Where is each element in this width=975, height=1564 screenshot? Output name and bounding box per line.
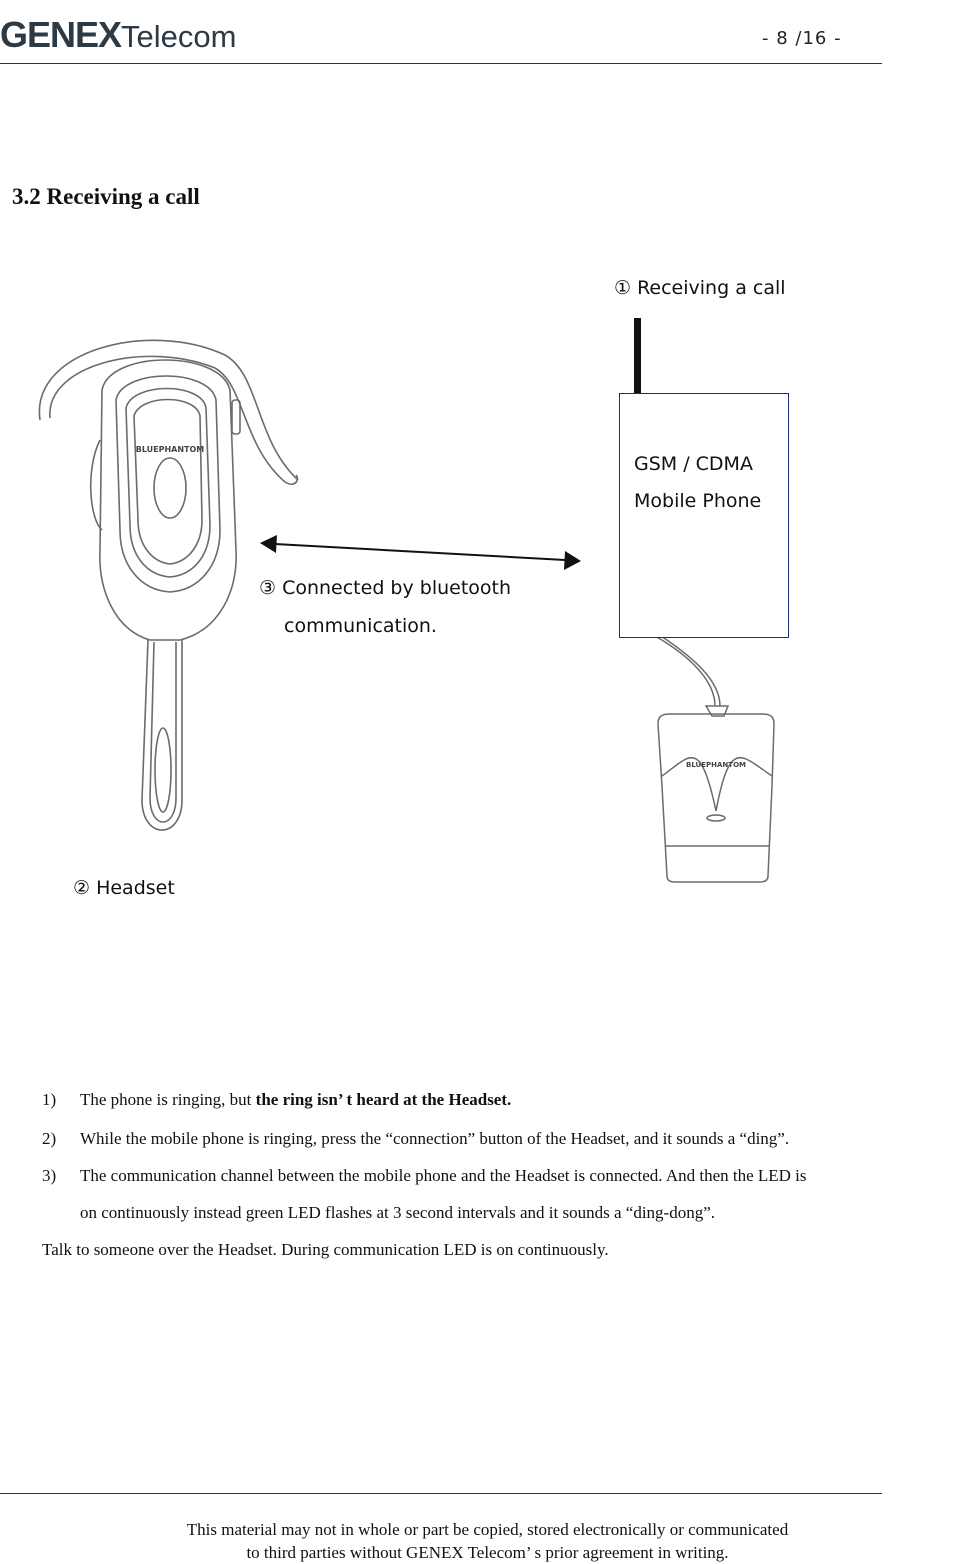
list-item bbox=[40, 1081, 975, 1118]
label-connected-line2: communication. bbox=[284, 615, 437, 637]
company-logo bbox=[0, 14, 236, 56]
list-item-number: 3) bbox=[42, 1166, 57, 1185]
step-1-text: The phone is ringing, but bbox=[80, 1090, 256, 1109]
charger-brand-text: BLUEPHANTOM bbox=[686, 761, 746, 769]
logo-sub: Telecom bbox=[121, 19, 237, 54]
section-title: 3.2 Receiving a call bbox=[12, 184, 200, 209]
page-number: - 8 /16 - bbox=[762, 28, 842, 49]
list-item bbox=[40, 1120, 975, 1157]
arrow-head-left-icon bbox=[260, 535, 277, 553]
step-2-text: While the mobile phone is ringing, press the “connection” button of the Headset, and it sounds a “ding”. bbox=[80, 1129, 790, 1148]
charger-illustration bbox=[650, 636, 780, 886]
list-item bbox=[40, 1157, 975, 1231]
phone-antenna bbox=[634, 318, 641, 393]
step-1-bold-text: the ring isn’ t heard at the Headset. bbox=[255, 1090, 512, 1109]
footer-line2: to third parties without GENEX Telecom’ s prior agreement in writing. bbox=[246, 1543, 729, 1562]
step-3-text-line1: The communication channel between the mobile phone and the Headset is connected. And then the LED is bbox=[80, 1166, 807, 1185]
closing-text: Talk to someone over the Headset. During communication LED is on continuously. bbox=[42, 1240, 609, 1259]
label-connected-line1: ③ Connected by bluetooth bbox=[259, 577, 512, 599]
headset-brand-text: BLUEPHANTOM bbox=[135, 445, 205, 454]
header-divider bbox=[0, 63, 882, 64]
list-item-number: 1) bbox=[42, 1090, 57, 1109]
steps-list bbox=[40, 1083, 975, 1268]
footer-divider bbox=[0, 1493, 882, 1494]
phone-label-line1: GSM / CDMA bbox=[634, 453, 753, 475]
footer-line1: This material may not in whole or part be copied, stored electronically or communicated bbox=[186, 1520, 789, 1539]
phone-label-line2: Mobile Phone bbox=[634, 490, 762, 512]
arrow-head-right-icon bbox=[564, 551, 581, 570]
label-receiving-call: ① Receiving a call bbox=[614, 277, 786, 299]
mobile-phone-box bbox=[619, 393, 789, 638]
logo-brand: GENEX bbox=[0, 14, 122, 55]
bluetooth-connection-arrow bbox=[255, 530, 590, 575]
footer-notice bbox=[0, 1518, 975, 1564]
step-3-text-line2: on continuously instead green LED flashes at 3 second intervals and it sounds a “ding-dong”. bbox=[80, 1203, 715, 1222]
label-headset: ② Headset bbox=[73, 877, 175, 899]
list-item-number: 2) bbox=[42, 1129, 57, 1148]
